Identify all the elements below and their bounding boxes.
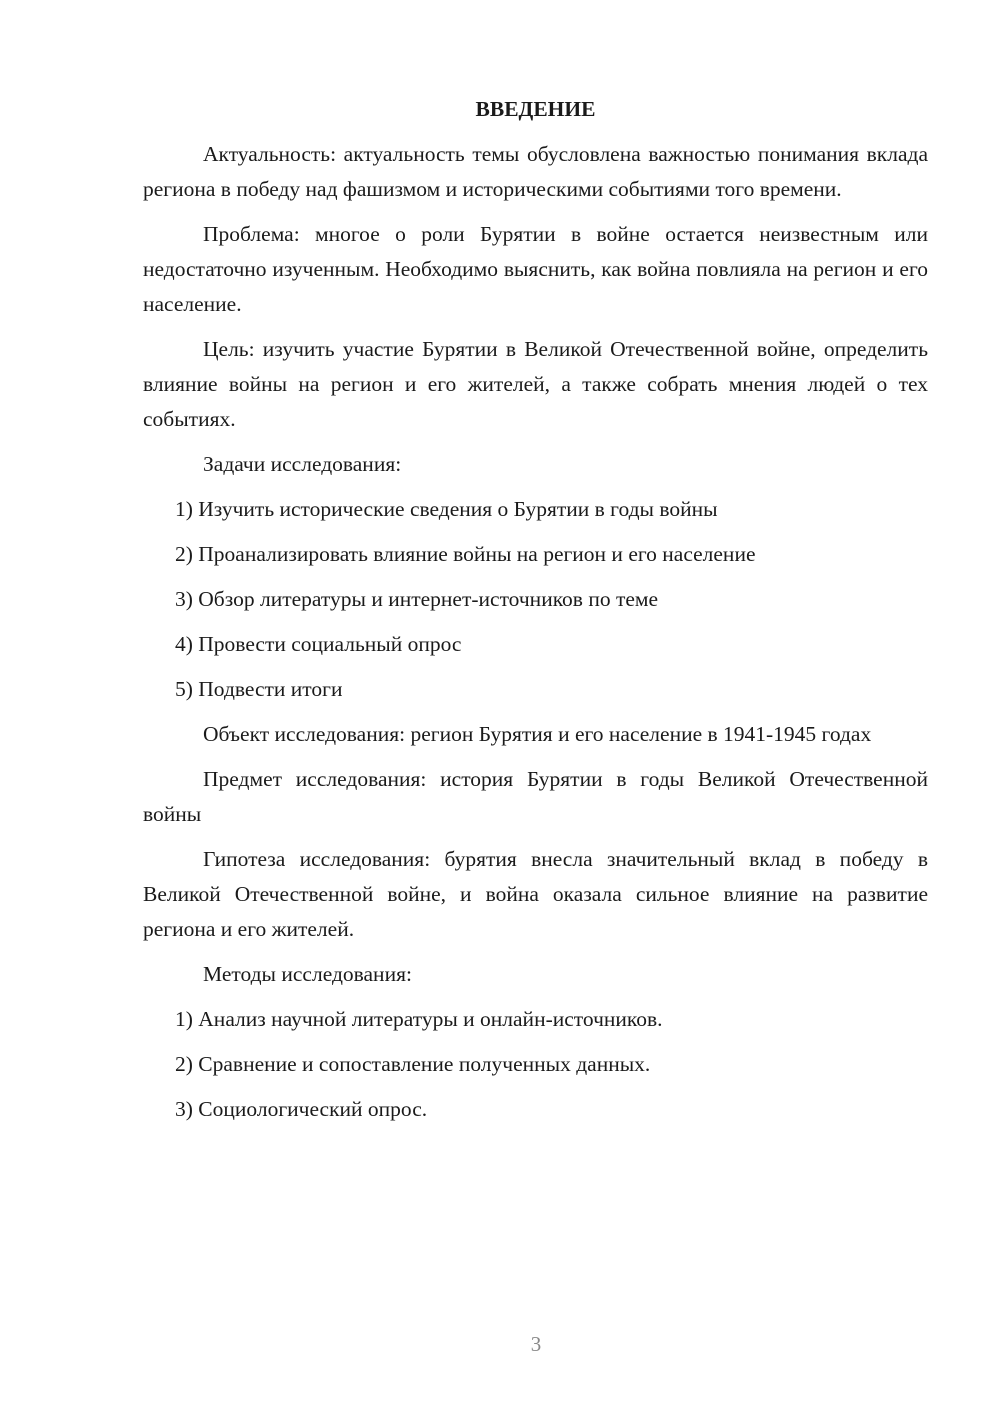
methods-heading: Методы исследования: [203,962,412,986]
list-item: 2) Сравнение и сопоставление полученных данных. [175,1052,651,1076]
tasks-heading: Задачи исследования: [203,452,402,476]
problem-paragraph: Проблема: многое о роли Бурятии в войне остается неизвестным или недостаточно изученным. Необходимо выяснить, как война повлияла на регион и его население. [143,222,928,316]
list-item: 1) Анализ научной литературы и онлайн-источников. [175,1007,663,1031]
page-title: ВВЕДЕНИЕ [475,97,596,121]
relevance-paragraph: Актуальность: актуальность темы обусловлена важностью понимания вклада региона в победу над фашизмом и историческими событиями того времени. [143,142,928,201]
list-item: 4) Провести социальный опрос [175,632,462,656]
subject-paragraph: Предмет исследования: история Бурятии в годы Великой Отечественной войны [143,767,928,826]
list-item: 5) Подвести итоги [175,677,343,701]
hypothesis-paragraph: Гипотеза исследования: бурятия внесла значительный вклад в победу в Великой Отечественной войне, и война оказала сильное влияние на развитие региона и его жителей. [143,847,928,941]
list-item: 2) Проанализировать влияние войны на регион и его население [175,542,756,566]
list-item: 1) Изучить исторические сведения о Бурятии в годы войны [175,497,718,521]
list-item: 3) Социологический опрос. [175,1097,428,1121]
object-paragraph: Объект исследования: регион Бурятия и его население в 1941-1945 годах [203,722,872,746]
goal-paragraph: Цель: изучить участие Бурятии в Великой Отечественной войне, определить влияние войны на регион и его жителей, а также собрать мнения людей о тех событиях. [143,337,928,431]
page-number: 3 [530,1332,542,1356]
methods-list [143,1002,928,1127]
list-item: 3) Обзор литературы и интернет-источников по теме [175,587,659,611]
tasks-list [143,492,928,707]
document-page [143,92,928,1137]
